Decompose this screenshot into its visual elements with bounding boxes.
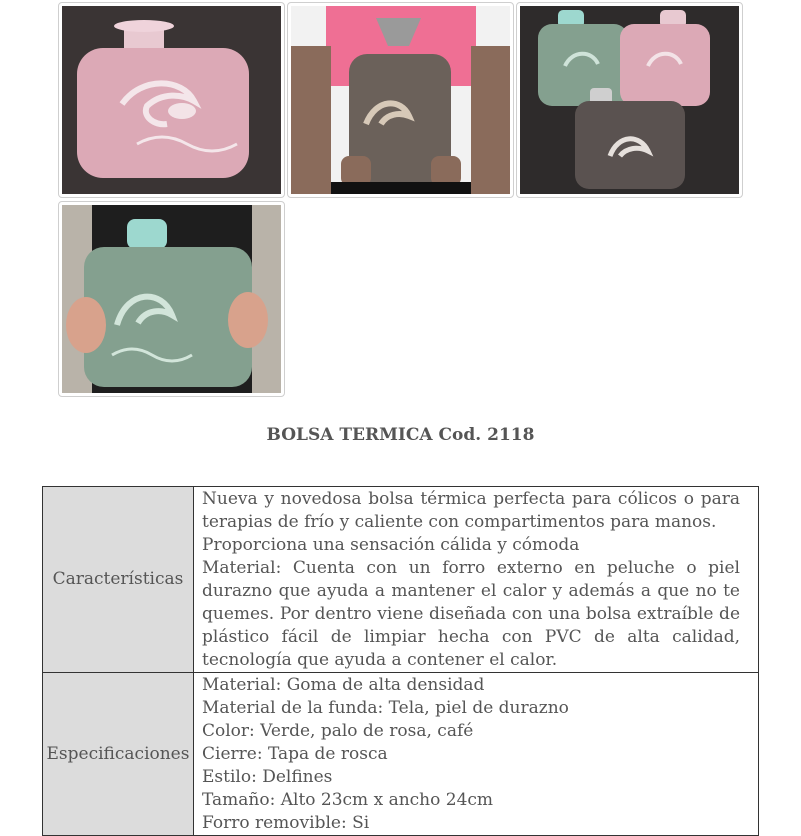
product-thumbnail-trio[interactable] (516, 2, 743, 198)
caracteristicas-line: Proporciona una sensación cálida y cómoda (202, 535, 580, 555)
spec-cierre: Cierre: Tapa de rosca (202, 744, 388, 764)
spec-color: Color: Verde, palo de rosa, café (202, 721, 474, 741)
spec-material: Material: Goma de alta densidad (202, 675, 485, 695)
green-hot-water-bottle-image (62, 205, 281, 393)
spec-tamano: Tamaño: Alto 23cm x ancho 24cm (202, 790, 494, 810)
spec-estilo: Estilo: Delfines (202, 767, 333, 787)
three-hot-water-bottles-image (520, 6, 739, 194)
spec-material-funda: Material de la funda: Tela, piel de durazno (202, 698, 569, 718)
product-thumbnail-brown[interactable] (287, 2, 514, 198)
especificaciones-value (194, 673, 759, 836)
caracteristicas-line: Nueva y novedosa bolsa térmica perfecta para cólicos o para terapias de frío y caliente con compartimentos para manos. (202, 489, 740, 532)
product-title: BOLSA TERMICA Cod. 2118 (266, 425, 535, 445)
caracteristicas-line: Material: Cuenta con un forro externo en peluche o piel durazno que ayuda a mantener el calor y además a que no te quemes. Por dentro viene diseñada con una bolsa extraíble de plástico fácil de limpiar hecha con PVC de alta calidad, tecnología que ayuda a contener el calor. (202, 558, 740, 670)
product-thumbnail-green[interactable] (58, 201, 285, 397)
caracteristicas-label: Características (43, 487, 194, 673)
caracteristicas-value (194, 487, 759, 673)
brown-hot-water-bottle-image (291, 6, 510, 194)
spec-forro: Forro removible: Si (202, 813, 370, 833)
table-row-especificaciones (43, 673, 759, 836)
pink-hot-water-bottle-image (62, 6, 281, 194)
product-specs-table (42, 486, 759, 836)
especificaciones-label: Especificaciones (43, 673, 194, 836)
product-thumbnail-pink[interactable] (58, 2, 285, 198)
table-row-caracteristicas (43, 487, 759, 673)
